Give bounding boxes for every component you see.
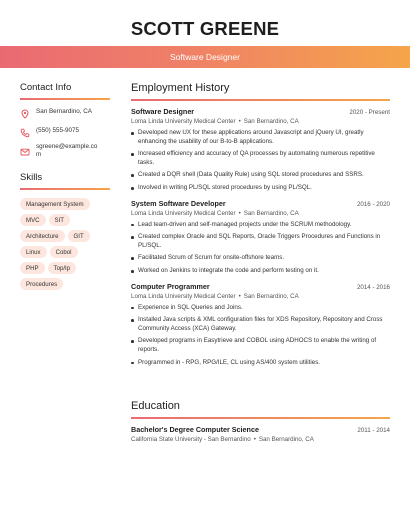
job-bullet: Experience in SQL Queries and Joins. — [131, 304, 390, 313]
contact-list — [20, 108, 110, 159]
job-bullet: Worked on Jenkins to integrate the code and perform testing on it. — [131, 267, 390, 276]
skills-heading: Skills — [20, 172, 43, 184]
contact-phone-text: (550) 555-9075 — [36, 127, 80, 134]
job-bullet: Involved in writing PL/SQL stored procedures by using PL/SQL. — [131, 184, 390, 193]
phone-icon — [20, 128, 30, 138]
location-pin-icon — [20, 109, 30, 119]
separator-dot: • — [238, 209, 241, 217]
skill-chip: PHP — [20, 262, 45, 274]
school-location: San Bernardino, CA — [258, 436, 314, 443]
job-company-line — [131, 118, 390, 125]
separator-dot: • — [238, 118, 241, 125]
contact-location — [20, 108, 110, 119]
skill-chip: GIT — [68, 230, 90, 242]
job-bullets — [131, 129, 390, 193]
skill-chip: Management System — [20, 198, 90, 210]
employment-section — [131, 82, 390, 371]
job-location: San Bernardino, CA — [243, 292, 299, 300]
contact-email[interactable] — [20, 143, 110, 159]
job-entry — [131, 107, 390, 193]
job-company-line — [131, 210, 390, 217]
education-dates: 2011 - 2014 — [357, 427, 390, 434]
job-entry — [131, 282, 390, 368]
contact-location-text: San Bernardino, CA — [36, 108, 93, 115]
job-bullet: Developed programs in Easytrieve and COBOL using ADHOCS to enable the writing of reports. — [131, 337, 390, 354]
skill-chip: Top/Ip — [48, 262, 77, 274]
job-title: Software Designer — [131, 107, 195, 116]
title-banner — [0, 46, 410, 68]
job-company: Loma Linda University Medical Center — [131, 292, 236, 300]
degree-title: Bachelor's Degree Computer Science — [131, 425, 259, 434]
job-bullet: Programmed in - RPG, RPG/ILE, CL using AS/400 system utilities. — [131, 359, 390, 368]
skills-list — [20, 198, 106, 294]
contact-email-text[interactable]: sgreene@example.com — [36, 143, 98, 159]
employment-divider — [131, 99, 390, 101]
education-heading: Education — [131, 400, 180, 412]
contact-phone — [20, 127, 110, 138]
job-bullet: Created complex Oracle and SQL Reports, Oracle Triggers Procedures and Functions in PL/SQL. — [131, 233, 390, 250]
contact-heading: Contact Info — [20, 82, 72, 93]
skill-chip: Linux — [20, 246, 47, 258]
mail-icon — [20, 147, 30, 157]
job-title: System Software Developer — [131, 198, 226, 208]
job-bullet: Installed Java scripts & XML configuration files for XDS Repository, Repository and Cross Community Access (XCA) Gateway. — [131, 316, 390, 333]
job-title: Computer Programmer — [131, 281, 210, 291]
job-company: Loma Linda University Medical Center — [131, 209, 236, 217]
contact-divider — [20, 98, 110, 100]
skill-chip: Procedures — [20, 278, 63, 290]
skills-section — [20, 172, 110, 294]
skill-chip: Architecture — [20, 230, 65, 242]
resume-name: SCOTT GREENE — [130, 18, 280, 39]
skills-divider — [20, 188, 110, 190]
job-company-line — [131, 293, 390, 300]
school-name: California State University - San Bernardino — [131, 436, 251, 443]
job-bullet: Created a DQR shell (Data Quality Rule) using SQL stored procedures and SSRS. — [131, 171, 390, 180]
job-dates: 2020 - Present — [349, 109, 390, 116]
job-location: San Bernardino, CA — [243, 209, 299, 217]
job-bullets — [131, 304, 390, 368]
education-divider — [131, 417, 390, 419]
sidebar — [20, 82, 110, 294]
job-dates: 2014 - 2016 — [356, 283, 390, 291]
job-company: Loma Linda University Medical Center — [131, 118, 236, 125]
education-entry — [131, 425, 390, 443]
job-bullets — [131, 221, 390, 276]
skill-chip: SIT — [49, 214, 70, 226]
education-section — [131, 400, 390, 443]
job-bullet: Developed new UX for these applications around Javascript and jQuery UI, greatly enhancing the usability of our B-to-B applications. — [131, 129, 390, 146]
job-title-header: Software Designer — [170, 52, 240, 62]
employment-heading: Employment History — [131, 82, 230, 94]
skill-chip: Cobol — [50, 246, 78, 258]
job-entry — [131, 199, 390, 276]
job-location: San Bernardino, CA — [243, 118, 299, 125]
job-bullet: Increased efficiency and accuracy of QA processes by automating numerous repetitive tasks. — [131, 150, 390, 167]
skill-chip: MVC — [20, 214, 46, 226]
school-line — [131, 436, 390, 443]
separator-dot: • — [253, 436, 256, 443]
job-bullet: Facilitated Scrum of Scrum for onsite-offshore teams. — [131, 254, 390, 263]
job-bullet: Lead team-driven and self-managed projects under the SCRUM methodology. — [131, 221, 390, 230]
job-dates: 2016 - 2020 — [356, 200, 390, 208]
separator-dot: • — [238, 292, 241, 300]
